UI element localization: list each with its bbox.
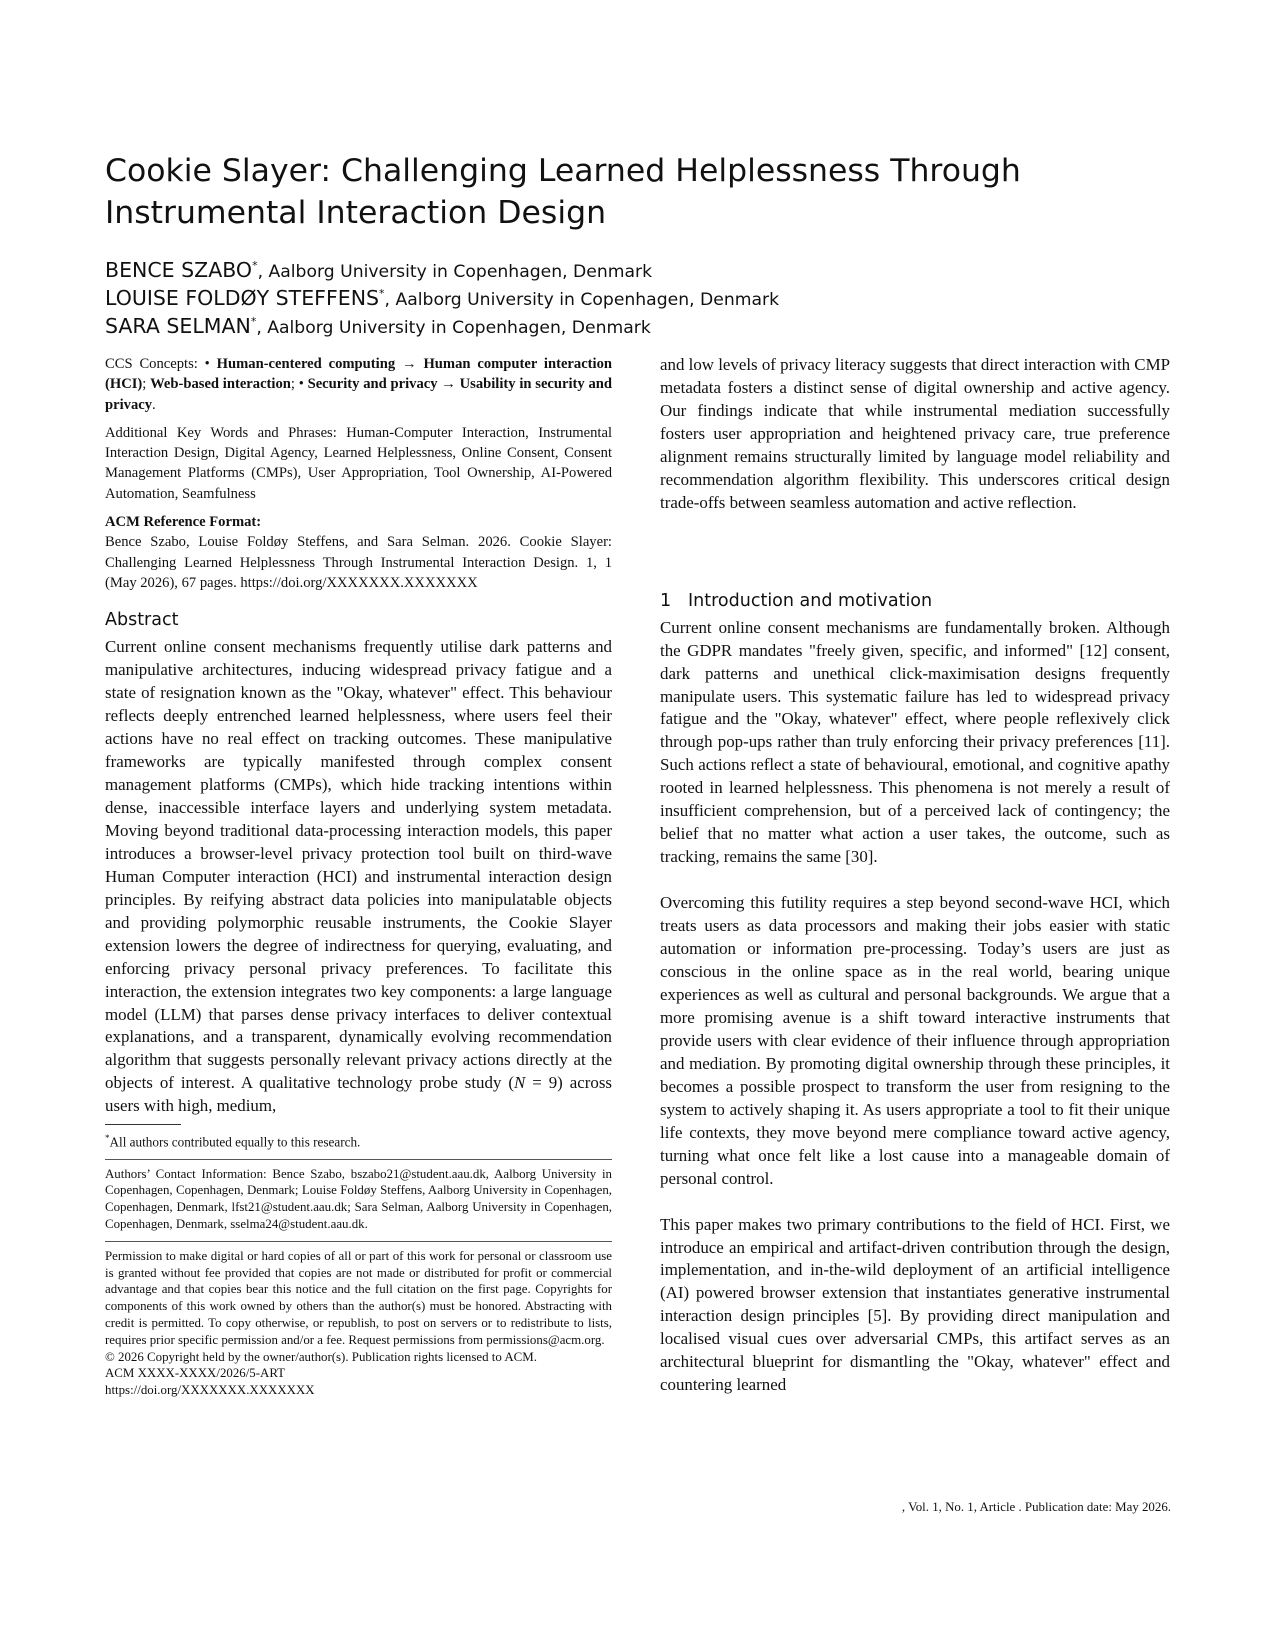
abstract-continued: and low levels of privacy literacy suggests that direct interaction with CMP metadata fosters a distinct sense of digital ownership and active agency. Our findings indicate that while instrumental mediation successfully fosters user appropriation and heightened privacy care, true preference alignment remains structurally limited by language model reliability and recommendation algorithm flexibility. This underscores critical design trade-offs between seamless automation and active reflection. <box>660 355 1170 512</box>
intro-paragraph: Current online consent mechanisms are fundamentally broken. Although the GDPR mandates "freely given, specific, and informed" [12] consent, dark patterns and unethical click-maximisation designs frequently manipulate users. This systematic failure has led to widespread privacy fatigue and the "Okay, whatever" effect, where people reflexively click through pop-ups rather than truly enforcing their privacy preferences [11]. Such actions reflect a state of behavioural, emotional, and cognitive apathy rooted in learned helplessness. This phenomena is not merely a result of insufficient comprehension, but of a perceived lack of contingency; the belief that no matter what action a user takes, the outcome, such as tracking, remains the same [30]. <box>660 617 1170 867</box>
section-number: 1 <box>660 590 672 611</box>
ccs-separator: ; • <box>290 376 308 393</box>
paper-title: Cookie Slayer: Challenging Learned Helplessness Through Instrumental Interaction Design <box>105 153 1021 231</box>
ccs-end: . <box>152 396 156 413</box>
abstract-heading: Abstract <box>105 610 179 631</box>
sample-size-variable: N <box>513 1073 526 1093</box>
equal-contribution-mark: * <box>250 315 257 328</box>
doi-link[interactable]: https://doi.org/XXXXXXX.XXXXXXX <box>105 1383 315 1398</box>
abstract-text-part: across users with high, medium, <box>105 1073 612 1116</box>
ccs-concept: Security and privacy → Usability in security and privacy <box>105 376 612 413</box>
footnote-rule <box>105 1124 181 1125</box>
ccs-concepts <box>105 354 612 415</box>
permission-rule <box>105 1241 612 1242</box>
sample-size-value: = 9) <box>525 1073 563 1093</box>
equal-contribution-footnote <box>105 1130 612 1150</box>
footnote-mark: * <box>105 1133 110 1144</box>
permission-notice: Permission to make digital or hard copies of all or part of this work for personal or classroom use is granted without fee provided that copies are not made or distributed for profit or commercial advantage and that copies bear this notice and the full citation on the first page. Copyrights for components of this work owned by others than the author(s) must be honored. Abstracting with credit is permitted. To copy otherwise, or republish, to post on servers or to redistribute to lists, requires prior specific permission and/or a fee. Request permissions from permissions@acm.org. <box>105 1248 612 1347</box>
keywords: Additional Key Words and Phrases: Human-Computer Interaction, Instrumental Interaction Design, Digital Agency, Learned Helplessness, Online Consent, Consent Management Platforms (CMPs), User Appropriation, Tool Ownership, AI-Powered Automation, Seamfulness <box>105 424 612 502</box>
author-affiliation: , Aalborg University in Copenhagen, Denmark <box>384 290 780 310</box>
author-1 <box>105 256 1175 284</box>
left-column <box>105 354 612 1399</box>
author-list <box>105 256 1175 340</box>
author-name: SARA SELMAN <box>105 314 251 338</box>
ccs-concept: Human-centered computing → Human computer interaction (HCI) <box>105 356 613 393</box>
ccs-concept: Web-based interaction <box>150 376 291 393</box>
contact-information: Authors’ Contact Information: Bence Szabo, bszabo21@student.aau.dk, Aalborg University in Copenhagen, Copenhagen, Denmark; Louise Foldøy Steffens, Aalborg University in Copenhagen, Copenhagen, Denmark, lfst21@student.aau.dk; Sara Selman, Aalborg University in Copenhagen, Copenhagen, Denmark, sselma24@student.aau.dk. <box>105 1166 612 1232</box>
abstract-text-part: Current online consent mechanisms frequently utilise dark patterns and manipulative architectures, inducing widespread privacy fatigue and a state of resignation known as the "Okay, whatever" effect. This behaviour reflects deeply entrenched learned helplessness, where users feel their actions have no real effect on tracking outcomes. These manipulative frameworks are typically manifested through complex consent management platforms (CMPs), which hide tracking intentions within dense, inaccessible interface layers and underlying system metadata. Moving beyond traditional data-processing interaction models, this paper introduces a browser-level privacy protection tool built on third-wave Human Computer interaction (HCI) and instrumental interaction design principles. By reifying abstract data policies into manipulatable objects and providing polymorphic reusable instruments, the Cookie Slayer extension lowers the degree of indirectness for querying, evaluating, and enforcing privacy personal privacy preferences. To facilitate this interaction, the extension integrates two key components: a large language model (LLM) that parses dense privacy interfaces to deliver contextual explanations, and a transparent, dynamically evolving recommendation algorithm that suggests personally relevant privacy actions directly at the objects of interest. A qualitative technology probe study ( <box>105 637 612 1093</box>
intro-paragraph: Overcoming this futility requires a step beyond second-wave HCI, which treats users as data processors and making their jobs easier with static automation or information pre-processing. Today’s users are just as conscious in the online space as in the real world, bearing unique experiences as well as cultural and personal backgrounds. We argue that a more promising avenue is a shift toward interactive instruments that provide users with clear evidence of their influence through appropriation and mediation. By promoting digital ownership through these principles, it becomes a possible prospect to transform the user from resigning to the system to actively shaping it. As users appropriate a tool to fit their unique life contexts, they move beyond mere compliance toward active agency, turning what once felt like a lost cause into a manageable domain of personal control. <box>660 893 1170 1188</box>
contact-rule <box>105 1159 612 1160</box>
footnote-text: All authors contributed equally to this research. <box>109 1134 361 1150</box>
section-title: Introduction and motivation <box>688 590 933 611</box>
abstract-text <box>105 636 612 1118</box>
author-2 <box>105 284 1175 312</box>
author-affiliation: , Aalborg University in Copenhagen, Denmark <box>256 318 651 338</box>
page-footer: , Vol. 1, No. 1, Article . Publication date: May 2026. <box>901 1500 1171 1514</box>
author-name: BENCE SZABO <box>105 258 253 282</box>
intro-paragraph: This paper makes two primary contributions to the field of HCI. First, we introduce an empirical and artifact-driven contribution through the design, implementation, and in-the-wild deployment of an artificial intelligence (AI) powered browser extension that instantiates generative instrumental interaction design principles [5]. By providing direct manipulation and localised visual cues over adversarial CMPs, this artifact serves as an architectural blueprint for dismantling the "Okay, whatever" effect and countering learned <box>660 1214 1170 1395</box>
author-3 <box>105 312 1175 340</box>
ccs-separator: ; <box>142 376 151 393</box>
author-name: LOUISE FOLDØY STEFFENS <box>105 286 380 310</box>
right-column <box>660 354 1170 1397</box>
equal-contribution-mark: * <box>379 287 385 300</box>
equal-contribution-mark: * <box>252 259 258 272</box>
acm-id-line: ACM XXXX-XXXX/2026/5-ART <box>105 1366 286 1381</box>
acm-reference-label: ACM Reference Format: <box>105 514 262 531</box>
author-affiliation: , Aalborg University in Copenhagen, Denmark <box>257 262 653 282</box>
ccs-prefix: CCS Concepts: • <box>105 356 217 372</box>
copyright-line: © 2026 Copyright held by the owner/author(s). Publication rights licensed to ACM. <box>105 1349 537 1364</box>
acm-reference-heading <box>105 512 612 532</box>
acm-reference-text: Bence Szabo, Louise Foldøy Steffens, and Sara Selman. 2026. Cookie Slayer: Challenging Learned Helplessness Through Instrumental Interaction Design. 1, 1 (May 2026), 67 pages. https://doi.org/XXXXXXX.XXXXXXX <box>105 534 612 591</box>
intro-heading <box>660 591 1170 611</box>
